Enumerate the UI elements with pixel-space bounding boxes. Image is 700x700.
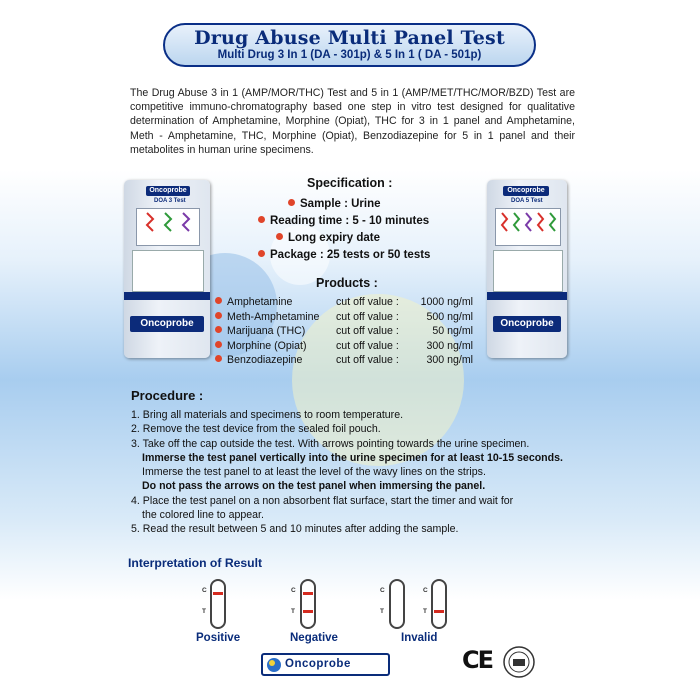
device-image-5in1 [487, 180, 567, 358]
control-line-label: C [291, 587, 296, 594]
control-line-label: C [202, 587, 207, 594]
result-label-negative: Negative [290, 632, 338, 644]
certification-seal-icon [502, 645, 536, 679]
specification-title: Specification : [307, 176, 393, 190]
page-subtitle: Multi Drug 3 In 1 (DA - 301p) & 5 In 1 ( DA - 501p) [217, 49, 482, 61]
control-band [213, 592, 223, 595]
procedure-step-note: Immerse the test panel to at least the level of the wavy lines on the strips. [142, 466, 486, 479]
spec-item: Sample : Urine [258, 196, 430, 213]
bullet-icon [215, 341, 222, 348]
bullet-icon [288, 199, 295, 206]
device-test-area [493, 250, 563, 292]
device-strips-graphic [137, 209, 199, 245]
result-strip-negative [300, 579, 316, 629]
result-strip-invalid-test-only [431, 579, 447, 629]
bullet-icon [276, 233, 283, 240]
spec-item: Reading time : 5 - 10 minutes [258, 213, 430, 230]
procedure-step: 4. Place the test panel on a non absorbent flat surface, start the timer and wait for [131, 494, 514, 507]
result-label-positive: Positive [196, 632, 241, 644]
footer-brand-logo [261, 653, 390, 676]
control-band [303, 592, 313, 595]
device-logo-bottom: Oncoprobe [493, 316, 561, 332]
device-model-label: DOA 3 Test [154, 198, 186, 204]
procedure-steps [131, 408, 571, 537]
title-banner [163, 23, 536, 67]
device-logo: Oncoprobe [503, 186, 549, 196]
procedure-step-note: the colored line to appear. [142, 509, 264, 522]
procedure-step: 3. Take off the cap outside the test. With arrows pointing towards the urine specimen. [131, 437, 530, 450]
ce-mark: CE [462, 646, 493, 674]
intro-paragraph: The Drug Abuse 3 in 1 (AMP/MOR/THC) Test and 5 in 1 (AMP/MET/THC/MOR/BZD) Test are competitive immuno-chromatography based one step in vitro test designed for qualitative determination of Amphetamine, Morphine (Opiat), THC for 3 in 1 panel and Amphetamine, Meth - Amphetamine, THC, Morphine (Opiat), Benzodiazepine for 5 in 1 panel and their metabolites in human urine specimens. [130, 87, 575, 156]
bullet-icon [215, 326, 222, 333]
test-line-label: T [380, 608, 384, 615]
device-logo-bottom: Oncoprobe [130, 316, 204, 332]
procedure-step: 5. Read the result between 5 and 10 minutes after adding the sample. [131, 523, 459, 536]
test-line-label: T [423, 608, 427, 615]
device-window [495, 208, 561, 246]
device-test-area [132, 250, 204, 292]
spec-item: Package : 25 tests or 50 tests [258, 247, 430, 264]
result-strip-invalid-empty [389, 579, 405, 629]
procedure-step-note: Do not pass the arrows on the test panel when immersing the panel. [142, 480, 486, 493]
bullet-icon [215, 297, 222, 304]
interpretation-title: Interpretation of Result [128, 556, 263, 570]
products-title: Products : [316, 276, 378, 290]
control-line-label: C [380, 587, 385, 594]
device-band [124, 292, 210, 300]
procedure-step-note: Immerse the test panel vertically into the urine specimen for at least 10-15 seconds. [142, 451, 563, 464]
bullet-icon [258, 250, 265, 257]
bullet-icon [258, 216, 265, 223]
test-band [303, 610, 313, 613]
procedure-title: Procedure : [131, 388, 204, 403]
result-label-invalid: Invalid [401, 632, 438, 644]
test-line-label: T [202, 608, 206, 615]
specification-list [258, 196, 430, 264]
bullet-icon [215, 355, 222, 362]
spec-item: Long expiry date [258, 230, 430, 247]
test-line-label: T [291, 608, 295, 615]
device-window [136, 208, 200, 246]
result-strip-positive [210, 579, 226, 629]
page: Drug Abuse Multi Panel Test Multi Drug 3 In 1 (DA - 301p) & 5 In 1 ( DA - 501p) The Drug Abuse 3 in 1 (AMP/MOR/THC) Test and 5 in 1 (AMP/MET/THC/MOR/BZD) Test are competitive immuno-chromatography based one step in vitro test designed for qualitative determination of Amphetamine, Morphine (Opiat), THC for 3 in 1 panel and Amphetamine, Meth - Amphetamine, THC, Morphine (Opiat), Benzodiazepine for 5 in 1 panel and their metabolites in human urine specimens. Oncoprobe DOA 3 Test Oncoprobe Oncoprobe DOA 5 Test Oncoprobe Specification : Sample : Urine Reading time : 5 - 10 minutes Long expiry date Package : 25 tests or 50 tests Products : Amphetamine cut off value : 1000 ng/ml Meth-Amphetamine cut off value : 500 ng/ml Marijuana (THC) cut off value : 50 ng/ml Morphine (Opiat) cut off value : 300 ng/ml Benzodiazepine cut off value : 300 ng/ml Procedure : 1. Bring all materials and specimens to room temperature. 2. Remove the test device from the sealed foil pouch. 3. Take off the cap outside the test. With arrows pointing towards the urine specimen. Immerse the test panel vertically into the urine specimen for at least 10-15 seconds. Immerse the test panel to at least the level of the wavy lines on the strips. Do not pass the arrows on the test panel when immersing the panel. 4. Place the test panel on a non absorbent flat surface, start the timer and wait for the colored line to appear. 5. Read the result between 5 and 10 minutes after adding the sample. Interpretation of Result C T Positive C T Negative C T C T Invalid Oncoprobe CE [0, 0, 700, 700]
procedure-step: 2. Remove the test device from the sealed foil pouch. [131, 423, 381, 436]
brand-logo-icon [266, 657, 282, 673]
device-strips-graphic [496, 209, 560, 245]
bullet-icon [215, 312, 222, 319]
test-band [434, 610, 444, 613]
device-logo: Oncoprobe [146, 186, 190, 196]
device-model-label: DOA 5 Test [511, 198, 543, 204]
control-line-label: C [423, 587, 428, 594]
page-title: Drug Abuse Multi Panel Test [194, 27, 505, 49]
device-band [487, 292, 567, 300]
device-image-3in1 [124, 180, 210, 358]
footer-brand-name: Oncoprobe [285, 658, 351, 670]
procedure-step: 1. Bring all materials and specimens to room temperature. [131, 409, 404, 421]
